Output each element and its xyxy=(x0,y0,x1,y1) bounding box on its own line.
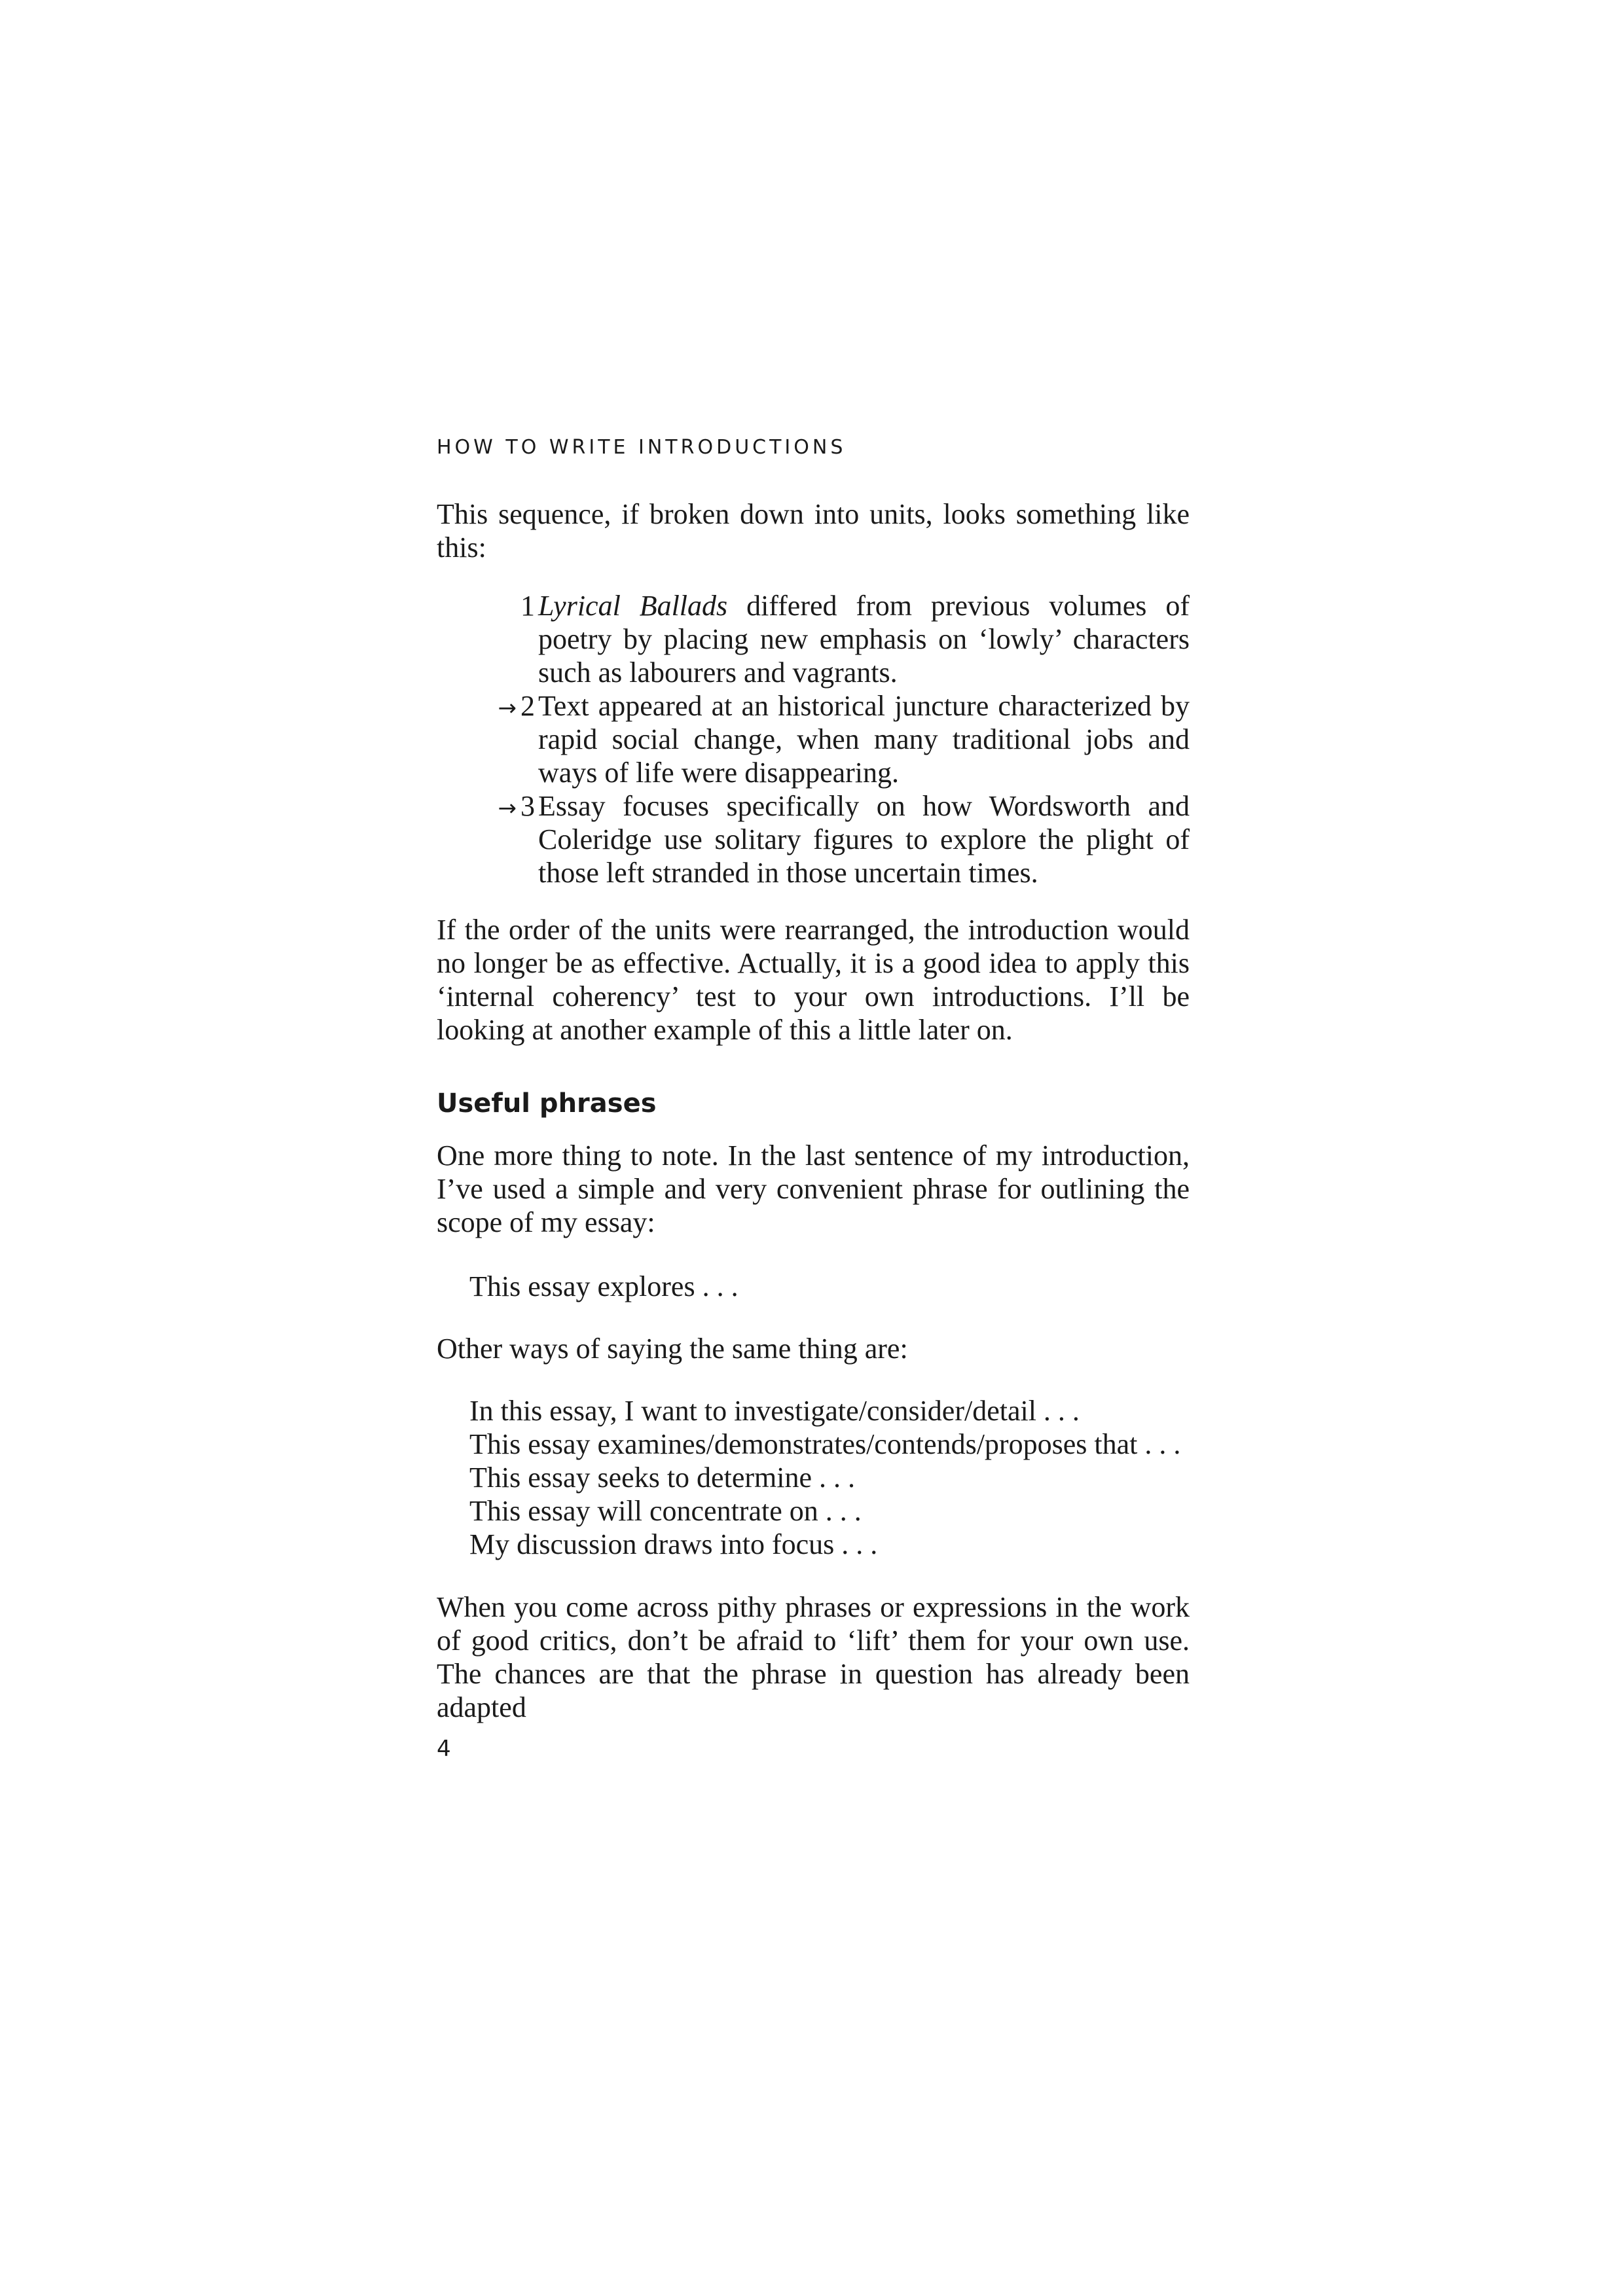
section-heading: Useful phrases xyxy=(437,1088,657,1119)
phrase-item: This essay examines/demonstrates/contends/proposes that . . . xyxy=(469,1428,1181,1460)
unit-body: Essay focuses specifically on how Wordsworth and Coleridge use solitary figures to explore the plight of those left stranded in those uncertain times. xyxy=(538,790,1190,889)
unit-text xyxy=(538,690,1190,789)
unit-marker xyxy=(469,789,535,825)
unit-text xyxy=(538,590,1190,689)
other-ways-intro: Other ways of saying the same thing are: xyxy=(437,1333,908,1365)
phrase-list xyxy=(469,1394,1222,1561)
coherency-paragraph: If the order of the units were rearranged, the introduction would no longer be as effective. Actually, it is a good idea to apply this ‘internal coherency’ test to your own introductions. I’ll be looking at another example of this a little later on. xyxy=(437,914,1190,1046)
phrase-item: In this essay, I want to investigate/consider/detail . . . xyxy=(469,1395,1080,1427)
unit-body: differed from previous volumes of poetry by placing new emphasis on ‘lowly’ characters such as labourers and vagrants. xyxy=(538,590,1190,689)
unit-body: Text appeared at an historical juncture characterized by rapid social change, when many traditional jobs and ways of life were disappearing. xyxy=(538,690,1190,789)
unit-item xyxy=(437,589,1190,689)
arrow-icon: → xyxy=(498,795,517,821)
unit-text xyxy=(538,790,1190,889)
unit-item xyxy=(437,689,1190,789)
intro-paragraph: This sequence, if broken down into units, looks something like this: xyxy=(437,498,1190,564)
unit-list xyxy=(437,589,1190,889)
phrase-item: This essay will concentrate on . . . xyxy=(469,1495,862,1527)
book-title: Lyrical Ballads xyxy=(538,590,728,622)
note-paragraph: One more thing to note. In the last sentence of my introduction, I’ve used a simple and very convenient phrase for outlining the scope of my essay: xyxy=(437,1139,1190,1238)
running-head: HOW TO WRITE INTRODUCTIONS xyxy=(437,436,847,459)
unit-number: 2 xyxy=(520,690,535,722)
phrase-item: This essay seeks to determine . . . xyxy=(469,1462,855,1494)
example-phrase: This essay explores . . . xyxy=(469,1270,739,1302)
arrow-icon: → xyxy=(498,695,517,721)
closing-paragraph: When you come across pithy phrases or expressions in the work of good critics, don’t be afraid to ‘lift’ them for your own use. The chances are that the phrase in question has already been adapted xyxy=(437,1591,1190,1723)
page-number: 4 xyxy=(437,1736,451,1762)
unit-item xyxy=(437,789,1190,889)
phrase-item: My discussion draws into focus . . . xyxy=(469,1528,878,1560)
unit-number: 3 xyxy=(520,790,535,822)
unit-number: 1 xyxy=(520,590,535,622)
unit-marker xyxy=(469,589,535,625)
unit-marker xyxy=(469,689,535,725)
